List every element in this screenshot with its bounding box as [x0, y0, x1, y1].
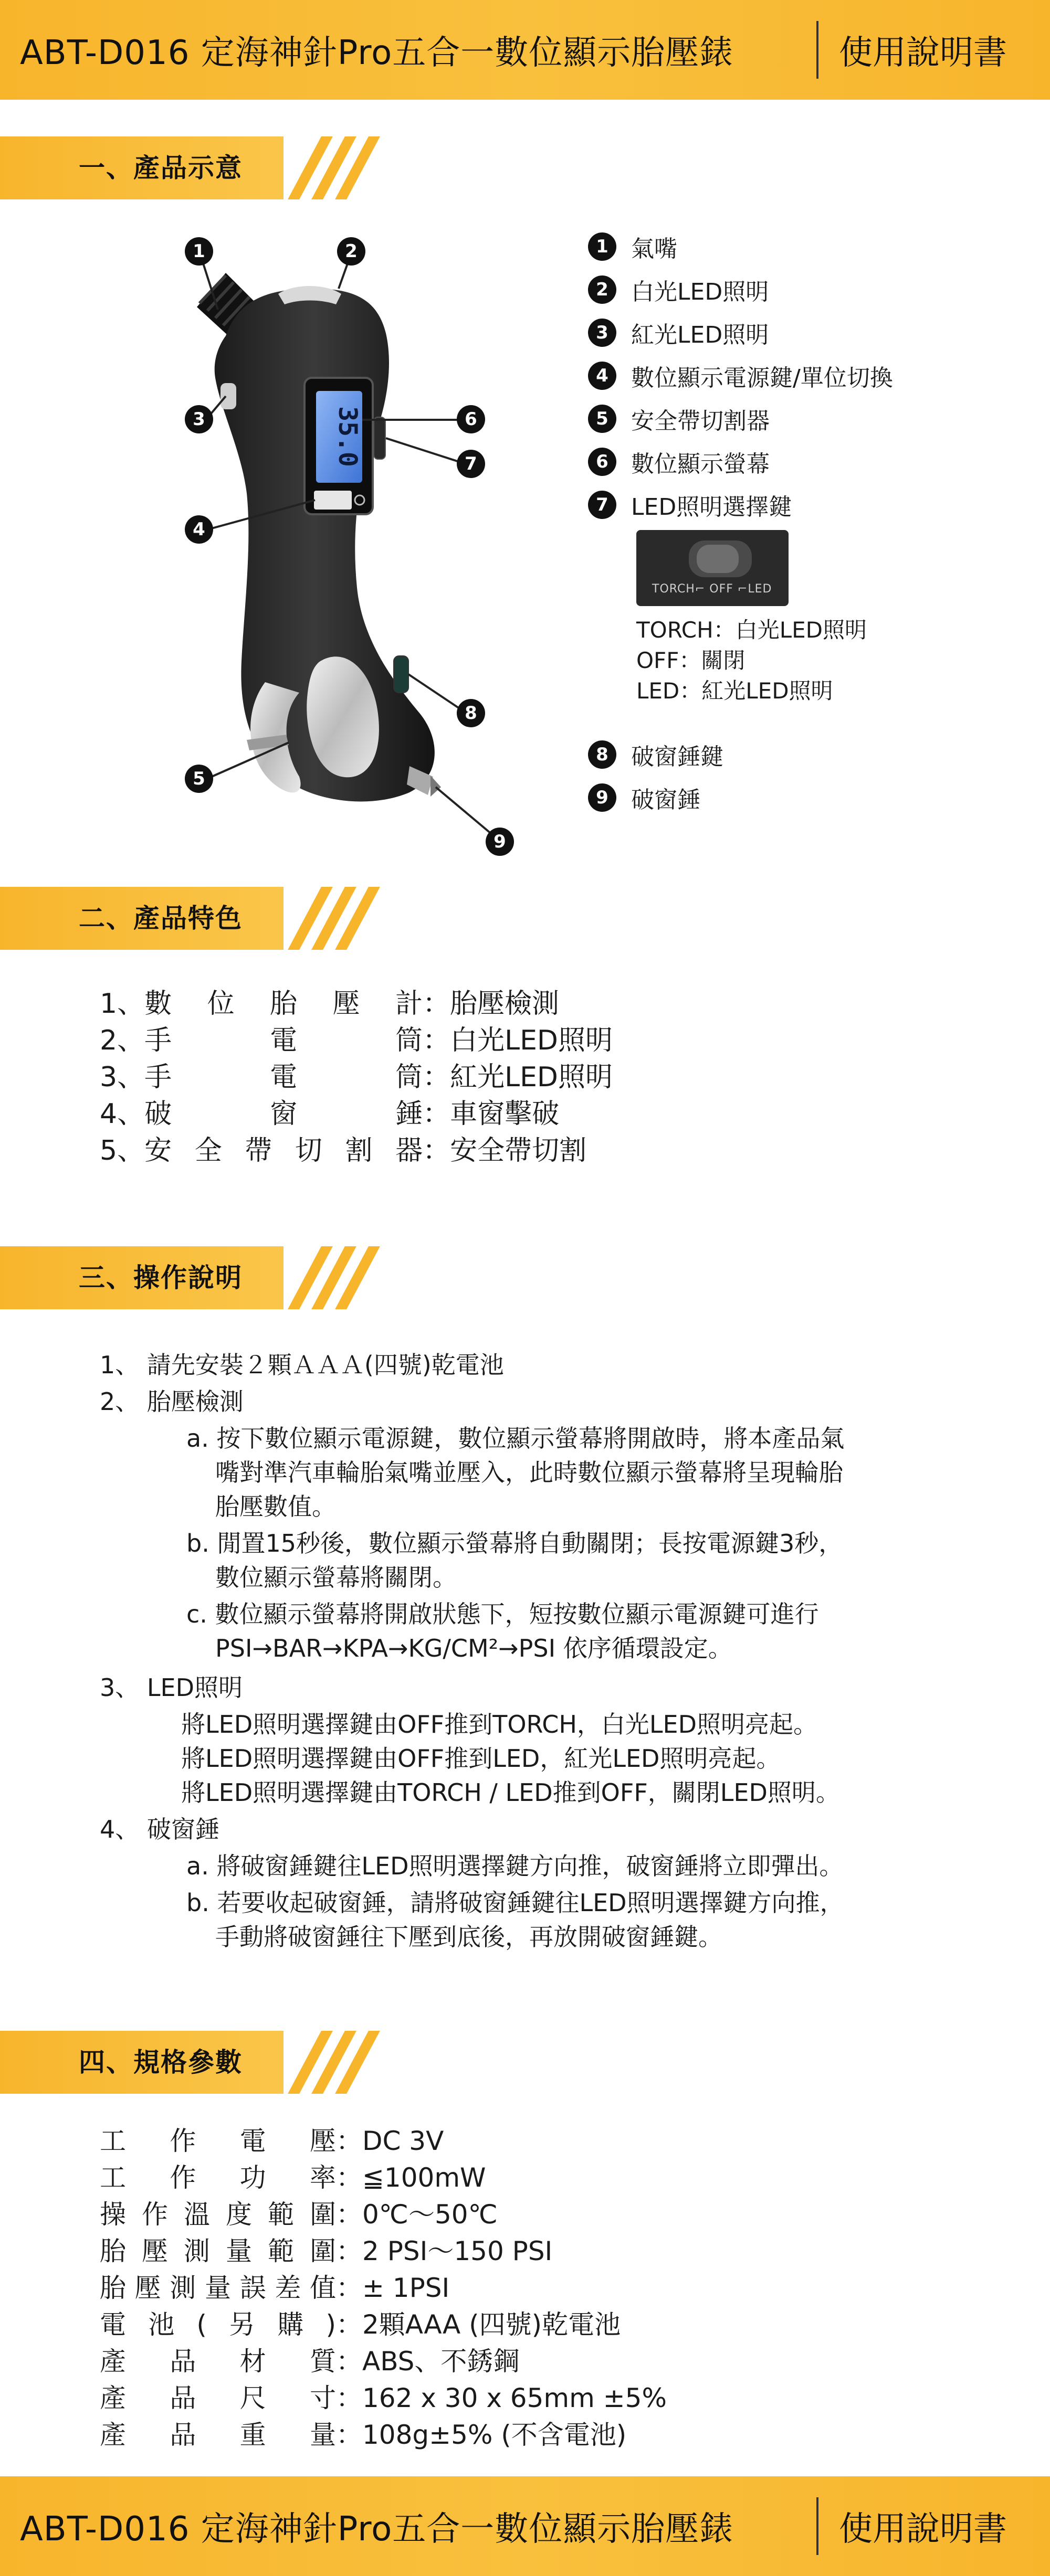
feature-item: 5、安全帶切割器：安全帶切割: [100, 1135, 587, 1167]
op-step-2: 2、 胎壓檢測: [100, 1387, 244, 1416]
lcd-reading: 35.0: [333, 406, 362, 467]
callout-7: 7: [457, 450, 485, 478]
spec-row: 胎壓測量誤差值：± 1PSI: [100, 2273, 450, 2303]
header-divider: [816, 21, 818, 79]
section-heading-specs: 四、規格參數: [0, 2031, 368, 2094]
spec-row: 胎壓測量範圍：2 PSI～150 PSI: [100, 2236, 553, 2266]
switch-mode-torch: TORCH：白光LED照明: [636, 617, 867, 643]
section-heading-operation: 三、操作說明: [0, 1246, 368, 1309]
switch-position-labels: TORCH⌐ OFF ⌐LED: [652, 582, 772, 596]
legend-item: 2 白光LED照明: [588, 274, 769, 305]
op-step-3: 3、 LED照明: [100, 1673, 243, 1702]
spec-row: 產品重量：108g±5% (不含電池): [100, 2420, 627, 2450]
op-step-2c-cont: PSI→BAR→KPA→KG/CM²→PSI 依序循環設定。: [215, 1634, 732, 1662]
hammer-button: [394, 656, 408, 693]
spec-row: 產品尺寸：162 x 30 x 65mm ±5%: [100, 2383, 667, 2413]
legend-item: 4 數位顯示電源鍵/單位切換: [588, 360, 893, 391]
op-step-3-line: 將LED照明選擇鍵由TORCH / LED推到OFF，關閉LED照明。: [181, 1778, 840, 1807]
power-unit-button: [314, 491, 352, 510]
legend-item: 9 破窗錘: [588, 782, 700, 813]
switch-mode-off: OFF：關閉: [636, 648, 746, 673]
led-switch-illustration: [636, 530, 789, 606]
op-step-4b: b. 若要收起破窗錘，請將破窗錘鍵往LED照明選擇鍵方向推，: [186, 1889, 844, 1917]
callout-3: 3: [185, 405, 213, 433]
spec-row: 操作溫度範圍：0℃～50℃: [100, 2199, 498, 2230]
legend-item: 8 破窗錘鍵: [588, 739, 723, 770]
spec-row: 產品材質：ABS、不銹鋼: [100, 2346, 520, 2377]
callout-2: 2: [337, 237, 365, 266]
callout-1: 1: [185, 237, 213, 266]
legend-item: 5 安全帶切割器: [588, 403, 770, 434]
feature-item: 1、數位胎壓計：胎壓檢測: [100, 988, 560, 1020]
led-selector-switch: [374, 417, 385, 459]
spec-row: 工作功率：≦100mW: [100, 2162, 486, 2193]
footer-manual-label: 使用說明書: [839, 2510, 1007, 2549]
spec-row: 電池(另購)：2顆AAA (四號)乾電池: [100, 2309, 621, 2340]
footer-title: ABT-D016 定海神針Pro五合一數位顯示胎壓錶: [20, 2510, 734, 2549]
feature-item: 4、破窗錘：車窗擊破: [100, 1098, 560, 1130]
op-step-3-line: 將LED照明選擇鍵由OFF推到LED，紅光LED照明亮起。: [181, 1744, 781, 1773]
legend-item: 3 紅光LED照明: [588, 317, 769, 348]
section-heading-overview: 一、產品示意: [0, 136, 368, 199]
callout-6: 6: [457, 405, 485, 433]
footer-divider: [816, 2497, 818, 2555]
op-step-1: 1、 請先安裝２顆ＡＡＡ(四號)乾電池: [100, 1351, 504, 1379]
callout-9: 9: [486, 828, 514, 856]
callout-4: 4: [185, 515, 213, 544]
op-step-2b-cont: 數位顯示螢幕將關閉。: [215, 1563, 457, 1592]
feature-item: 2、手電筒：白光LED照明: [100, 1025, 613, 1056]
feature-item: 3、手電筒：紅光LED照明: [100, 1062, 613, 1093]
switch-mode-led: LED：紅光LED照明: [636, 678, 833, 704]
section-heading-features: 二、產品特色: [0, 887, 368, 950]
op-step-4a: a. 將破窗錘鍵往LED照明選擇鍵方向推，破窗錘將立即彈出。: [186, 1852, 844, 1880]
op-step-2a-cont: 嘴對準汽車輪胎氣嘴並壓入，此時數位顯示螢幕將呈現輪胎: [215, 1458, 843, 1487]
op-step-2a-cont: 胎壓數值。: [215, 1492, 336, 1521]
op-step-2a: a. 按下數位顯示電源鍵，數位顯示螢幕將開啟時，將本產品氣: [186, 1424, 845, 1453]
header-title: ABT-D016 定海神針Pro五合一數位顯示胎壓錶: [20, 34, 734, 72]
legend-item: 1 氣嘴: [588, 231, 677, 262]
footer-band: [0, 2476, 1050, 2576]
header-manual-label: 使用說明書: [839, 34, 1007, 72]
callout-5: 5: [185, 765, 213, 793]
op-step-2b: b. 閒置15秒後，數位顯示螢幕將自動關閉；長按電源鍵3秒，: [186, 1529, 843, 1557]
red-led-window: [220, 383, 236, 409]
legend-item: 7 LED照明選擇鍵: [588, 489, 792, 521]
op-step-4: 4、 破窗錘: [100, 1815, 219, 1843]
legend-item: 6 數位顯示螢幕: [588, 446, 770, 478]
op-step-4b-cont: 手動將破窗錘往下壓到底後，再放開破窗錘鍵。: [215, 1923, 722, 1951]
callout-8: 8: [457, 699, 485, 727]
op-step-3-line: 將LED照明選擇鍵由OFF推到TORCH，白光LED照明亮起。: [181, 1710, 818, 1738]
header-band: [0, 0, 1050, 100]
op-step-2c: c. 數位顯示螢幕將開啟狀態下，短按數位顯示電源鍵可進行: [186, 1600, 819, 1628]
spec-row: 工作電壓：DC 3V: [100, 2126, 444, 2156]
